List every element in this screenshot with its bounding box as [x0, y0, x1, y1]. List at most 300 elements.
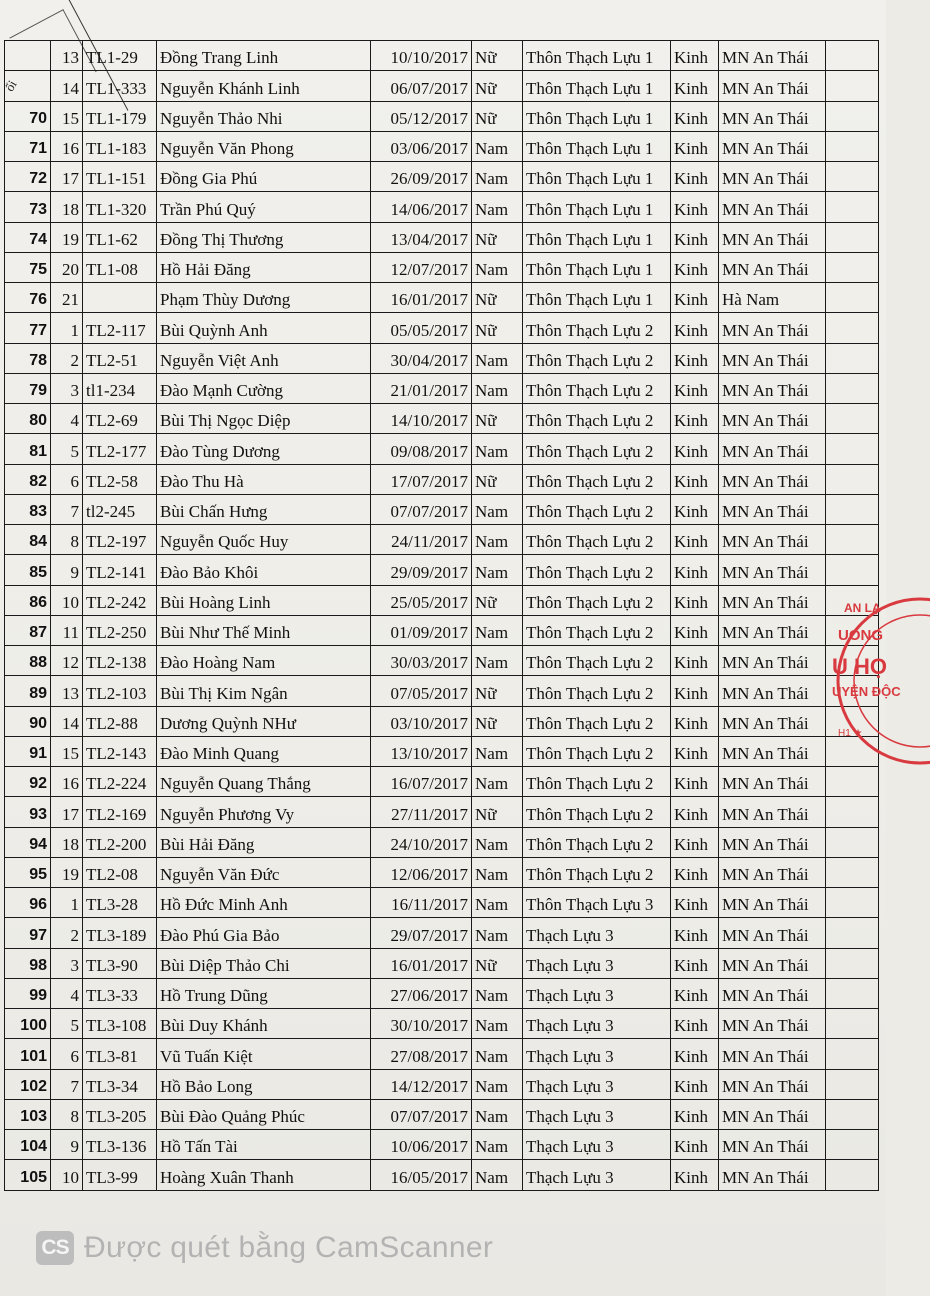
school-cell: MN An Thái — [719, 1069, 826, 1099]
ethnicity-cell: Kinh — [671, 736, 719, 766]
address-cell: Thôn Thạch Lựu 2 — [523, 827, 671, 857]
gender-cell: Nữ — [472, 797, 523, 827]
student-code-cell: TL2-58 — [83, 464, 157, 494]
school-cell: MN An Thái — [719, 71, 826, 101]
address-cell: Thạch Lựu 3 — [523, 1039, 671, 1069]
camscanner-watermark — [36, 1228, 493, 1268]
extra-cell — [826, 1130, 879, 1160]
gender-cell: Nam — [472, 494, 523, 524]
extra-cell — [826, 162, 879, 192]
class-number-cell: 3 — [51, 373, 83, 403]
extra-cell — [826, 313, 879, 343]
row-index-cell: 84 — [5, 525, 51, 555]
birth-date-cell: 07/07/2017 — [371, 1099, 472, 1129]
birth-date-cell: 29/07/2017 — [371, 918, 472, 948]
student-name-cell: Bùi Chấn Hưng — [157, 494, 371, 524]
student-code-cell: TL2-69 — [83, 404, 157, 434]
student-name-cell: Bùi Thị Ngọc Diệp — [157, 404, 371, 434]
ethnicity-cell: Kinh — [671, 404, 719, 434]
student-name-cell: Hồ Tấn Tài — [157, 1130, 371, 1160]
address-cell: Thôn Thạch Lựu 2 — [523, 797, 671, 827]
school-cell: MN An Thái — [719, 464, 826, 494]
table-row — [5, 1099, 879, 1129]
row-index-cell: 77 — [5, 313, 51, 343]
student-name-cell: Nguyễn Khánh Linh — [157, 71, 371, 101]
student-name-cell: Dương Quỳnh NHư — [157, 706, 371, 736]
student-name-cell: Đào Tùng Dương — [157, 434, 371, 464]
class-number-cell: 5 — [51, 1009, 83, 1039]
ethnicity-cell: Kinh — [671, 162, 719, 192]
gender-cell: Nam — [472, 888, 523, 918]
student-code-cell: TL2-200 — [83, 827, 157, 857]
extra-cell — [826, 646, 879, 676]
class-number-cell: 17 — [51, 162, 83, 192]
address-cell: Thôn Thạch Lựu 2 — [523, 857, 671, 887]
class-number-cell: 7 — [51, 494, 83, 524]
watermark-text: Được quét bằng CamScanner — [84, 1231, 494, 1264]
birth-date-cell: 21/01/2017 — [371, 373, 472, 403]
birth-date-cell: 24/11/2017 — [371, 525, 472, 555]
row-index-cell: 91 — [5, 736, 51, 766]
student-name-cell: Bùi Hải Đăng — [157, 827, 371, 857]
student-code-cell: TL2-197 — [83, 525, 157, 555]
student-code-cell: TL2-08 — [83, 857, 157, 887]
school-cell: MN An Thái — [719, 1160, 826, 1190]
extra-cell — [826, 585, 879, 615]
extra-cell — [826, 1160, 879, 1190]
class-number-cell: 20 — [51, 252, 83, 282]
school-cell: MN An Thái — [719, 41, 826, 71]
class-number-cell: 6 — [51, 464, 83, 494]
row-index-cell: 86 — [5, 585, 51, 615]
extra-cell — [826, 1099, 879, 1129]
student-name-cell: Nguyễn Phương Vy — [157, 797, 371, 827]
student-name-cell: Nguyễn Văn Phong — [157, 131, 371, 161]
birth-date-cell: 16/01/2017 — [371, 283, 472, 313]
extra-cell — [826, 434, 879, 464]
school-cell: MN An Thái — [719, 918, 826, 948]
school-cell: MN An Thái — [719, 888, 826, 918]
stamp-text-3: U HỌ — [832, 654, 887, 679]
ethnicity-cell: Kinh — [671, 767, 719, 797]
table-row — [5, 464, 879, 494]
student-roster-table — [1, 40, 879, 1191]
ethnicity-cell: Kinh — [671, 1069, 719, 1099]
gender-cell: Nam — [472, 192, 523, 222]
table-row — [5, 71, 879, 101]
gender-cell: Nam — [472, 615, 523, 645]
class-number-cell: 4 — [51, 978, 83, 1008]
class-number-cell: 13 — [51, 41, 83, 71]
student-name-cell: Đào Mạnh Cường — [157, 373, 371, 403]
birth-date-cell: 26/09/2017 — [371, 162, 472, 192]
class-number-cell: 7 — [51, 1069, 83, 1099]
extra-cell — [826, 192, 879, 222]
row-index-cell: 81 — [5, 434, 51, 464]
student-code-cell: TL3-189 — [83, 918, 157, 948]
student-name-cell: Hoàng Xuân Thanh — [157, 1160, 371, 1190]
ethnicity-cell: Kinh — [671, 1039, 719, 1069]
ethnicity-cell: Kinh — [671, 1160, 719, 1190]
ethnicity-cell: Kinh — [671, 434, 719, 464]
class-number-cell: 11 — [51, 615, 83, 645]
gender-cell: Nữ — [472, 404, 523, 434]
ethnicity-cell: Kinh — [671, 555, 719, 585]
row-index-cell: 85 — [5, 555, 51, 585]
student-code-cell: tl2-245 — [83, 494, 157, 524]
birth-date-cell: 13/10/2017 — [371, 736, 472, 766]
row-index-cell: 72 — [5, 162, 51, 192]
table-row — [5, 131, 879, 161]
birth-date-cell: 10/10/2017 — [371, 41, 472, 71]
student-name-cell: Bùi Thị Kim Ngân — [157, 676, 371, 706]
class-number-cell: 15 — [51, 101, 83, 131]
row-index-cell: 83 — [5, 494, 51, 524]
gender-cell: Nữ — [472, 464, 523, 494]
gender-cell: Nữ — [472, 41, 523, 71]
table-row — [5, 827, 879, 857]
gender-cell: Nam — [472, 1160, 523, 1190]
extra-cell — [826, 706, 879, 736]
birth-date-cell: 27/11/2017 — [371, 797, 472, 827]
birth-date-cell: 12/07/2017 — [371, 252, 472, 282]
birth-date-cell: 25/05/2017 — [371, 585, 472, 615]
ethnicity-cell: Kinh — [671, 615, 719, 645]
ethnicity-cell: Kinh — [671, 706, 719, 736]
school-cell: MN An Thái — [719, 222, 826, 252]
extra-cell — [826, 525, 879, 555]
table-row — [5, 555, 879, 585]
class-number-cell: 3 — [51, 948, 83, 978]
address-cell: Thạch Lựu 3 — [523, 1069, 671, 1099]
school-cell: MN An Thái — [719, 494, 826, 524]
ethnicity-cell: Kinh — [671, 252, 719, 282]
address-cell: Thôn Thạch Lựu 1 — [523, 222, 671, 252]
birth-date-cell: 30/03/2017 — [371, 646, 472, 676]
table-row — [5, 222, 879, 252]
address-cell: Thôn Thạch Lựu 2 — [523, 373, 671, 403]
table-row — [5, 162, 879, 192]
extra-cell — [826, 767, 879, 797]
table-row — [5, 857, 879, 887]
student-code-cell: TL3-28 — [83, 888, 157, 918]
extra-cell — [826, 948, 879, 978]
address-cell: Thôn Thạch Lựu 2 — [523, 676, 671, 706]
table-row — [5, 313, 879, 343]
school-cell: MN An Thái — [719, 948, 826, 978]
class-number-cell: 15 — [51, 736, 83, 766]
table-row — [5, 888, 879, 918]
row-index-cell — [5, 41, 51, 71]
student-code-cell: tl1-234 — [83, 373, 157, 403]
row-index-cell: 76 — [5, 283, 51, 313]
birth-date-cell: 03/06/2017 — [371, 131, 472, 161]
ethnicity-cell: Kinh — [671, 131, 719, 161]
school-cell: MN An Thái — [719, 1009, 826, 1039]
corner-text: ối — [1, 77, 20, 94]
extra-cell — [826, 1009, 879, 1039]
class-number-cell: 2 — [51, 918, 83, 948]
school-cell: Hà Nam — [719, 283, 826, 313]
table-row — [5, 676, 879, 706]
class-number-cell: 4 — [51, 404, 83, 434]
extra-cell — [826, 41, 879, 71]
extra-cell — [826, 373, 879, 403]
student-code-cell: TL2-224 — [83, 767, 157, 797]
student-code-cell: TL2-117 — [83, 313, 157, 343]
birth-date-cell: 10/06/2017 — [371, 1130, 472, 1160]
student-name-cell: Đào Hoàng Nam — [157, 646, 371, 676]
address-cell: Thôn Thạch Lựu 1 — [523, 162, 671, 192]
row-index-cell: 71 — [5, 131, 51, 161]
stamp-text-5: H1 ★ — [838, 728, 863, 739]
address-cell: Thạch Lựu 3 — [523, 1009, 671, 1039]
row-index-cell: 82 — [5, 464, 51, 494]
row-index-cell: 99 — [5, 978, 51, 1008]
address-cell: Thôn Thạch Lựu 2 — [523, 615, 671, 645]
student-code-cell: TL1-08 — [83, 252, 157, 282]
student-code-cell: TL2-51 — [83, 343, 157, 373]
class-number-cell: 9 — [51, 1130, 83, 1160]
birth-date-cell: 30/04/2017 — [371, 343, 472, 373]
address-cell: Thôn Thạch Lựu 3 — [523, 888, 671, 918]
extra-cell — [826, 252, 879, 282]
extra-cell — [826, 101, 879, 131]
school-cell: MN An Thái — [719, 525, 826, 555]
table-row — [5, 252, 879, 282]
ethnicity-cell: Kinh — [671, 888, 719, 918]
gender-cell: Nam — [472, 857, 523, 887]
student-code-cell: TL1-320 — [83, 192, 157, 222]
address-cell: Thạch Lựu 3 — [523, 1099, 671, 1129]
student-code-cell: TL2-143 — [83, 736, 157, 766]
address-cell: Thạch Lựu 3 — [523, 1160, 671, 1190]
birth-date-cell: 17/07/2017 — [371, 464, 472, 494]
student-code-cell: TL1-183 — [83, 131, 157, 161]
student-name-cell: Đào Phú Gia Bảo — [157, 918, 371, 948]
address-cell: Thôn Thạch Lựu 2 — [523, 343, 671, 373]
address-cell: Thạch Lựu 3 — [523, 978, 671, 1008]
birth-date-cell: 07/05/2017 — [371, 676, 472, 706]
extra-cell — [826, 222, 879, 252]
birth-date-cell: 01/09/2017 — [371, 615, 472, 645]
school-cell: MN An Thái — [719, 434, 826, 464]
student-code-cell: TL2-242 — [83, 585, 157, 615]
address-cell: Thôn Thạch Lựu 1 — [523, 283, 671, 313]
gender-cell: Nữ — [472, 585, 523, 615]
student-code-cell: TL1-29 — [83, 41, 157, 71]
gender-cell: Nam — [472, 1099, 523, 1129]
extra-cell — [826, 615, 879, 645]
row-index-cell: 102 — [5, 1069, 51, 1099]
ethnicity-cell: Kinh — [671, 646, 719, 676]
extra-cell — [826, 343, 879, 373]
ethnicity-cell: Kinh — [671, 313, 719, 343]
address-cell: Thôn Thạch Lựu 2 — [523, 767, 671, 797]
class-number-cell: 21 — [51, 283, 83, 313]
birth-date-cell: 27/06/2017 — [371, 978, 472, 1008]
class-number-cell: 8 — [51, 1099, 83, 1129]
gender-cell: Nữ — [472, 101, 523, 131]
school-cell: MN An Thái — [719, 706, 826, 736]
stamp-text-1: AN LẠ — [844, 601, 881, 615]
student-code-cell: TL3-136 — [83, 1130, 157, 1160]
address-cell: Thôn Thạch Lựu 2 — [523, 555, 671, 585]
ethnicity-cell: Kinh — [671, 797, 719, 827]
student-name-cell: Đào Bảo Khôi — [157, 555, 371, 585]
gender-cell: Nam — [472, 1069, 523, 1099]
table-row — [5, 373, 879, 403]
school-cell: MN An Thái — [719, 192, 826, 222]
student-code-cell — [83, 283, 157, 313]
birth-date-cell: 16/05/2017 — [371, 1160, 472, 1190]
extra-cell — [826, 827, 879, 857]
address-cell: Thôn Thạch Lựu 2 — [523, 585, 671, 615]
school-cell: MN An Thái — [719, 313, 826, 343]
school-cell: MN An Thái — [719, 555, 826, 585]
class-number-cell: 14 — [51, 706, 83, 736]
roster-body — [5, 41, 879, 1191]
student-name-cell: Đồng Gia Phú — [157, 162, 371, 192]
ethnicity-cell: Kinh — [671, 373, 719, 403]
class-number-cell: 5 — [51, 434, 83, 464]
birth-date-cell: 14/10/2017 — [371, 404, 472, 434]
address-cell: Thôn Thạch Lựu 2 — [523, 525, 671, 555]
address-cell: Thôn Thạch Lựu 2 — [523, 706, 671, 736]
gender-cell: Nam — [472, 252, 523, 282]
gender-cell: Nam — [472, 1039, 523, 1069]
table-row — [5, 797, 879, 827]
table-row — [5, 1039, 879, 1069]
table-row — [5, 434, 879, 464]
school-cell: MN An Thái — [719, 857, 826, 887]
address-cell: Thôn Thạch Lựu 2 — [523, 736, 671, 766]
extra-cell — [826, 797, 879, 827]
ethnicity-cell: Kinh — [671, 1130, 719, 1160]
extra-cell — [826, 283, 879, 313]
birth-date-cell: 16/07/2017 — [371, 767, 472, 797]
address-cell: Thôn Thạch Lựu 2 — [523, 646, 671, 676]
row-index-cell: 92 — [5, 767, 51, 797]
student-code-cell: TL2-88 — [83, 706, 157, 736]
student-name-cell: Hồ Bảo Long — [157, 1069, 371, 1099]
student-name-cell: Nguyễn Văn Đức — [157, 857, 371, 887]
row-index-cell: 105 — [5, 1160, 51, 1190]
birth-date-cell: 03/10/2017 — [371, 706, 472, 736]
camscanner-logo-icon: CS — [36, 1231, 74, 1265]
row-index-cell: 103 — [5, 1099, 51, 1129]
school-cell: MN An Thái — [719, 404, 826, 434]
address-cell: Thôn Thạch Lựu 1 — [523, 71, 671, 101]
student-code-cell: TL1-62 — [83, 222, 157, 252]
school-cell: MN An Thái — [719, 343, 826, 373]
gender-cell: Nam — [472, 131, 523, 161]
table-row — [5, 978, 879, 1008]
extra-cell — [826, 555, 879, 585]
student-name-cell: Bùi Đào Quảng Phúc — [157, 1099, 371, 1129]
class-number-cell: 1 — [51, 313, 83, 343]
row-index-cell: 90 — [5, 706, 51, 736]
row-index-cell: 73 — [5, 192, 51, 222]
table-row — [5, 1130, 879, 1160]
gender-cell: Nam — [472, 525, 523, 555]
school-cell: MN An Thái — [719, 736, 826, 766]
ethnicity-cell: Kinh — [671, 222, 719, 252]
ethnicity-cell: Kinh — [671, 525, 719, 555]
class-number-cell: 2 — [51, 343, 83, 373]
address-cell: Thôn Thạch Lựu 2 — [523, 434, 671, 464]
row-index-cell: 88 — [5, 646, 51, 676]
row-index-cell — [5, 71, 51, 101]
school-cell: MN An Thái — [719, 131, 826, 161]
student-name-cell: Bùi Duy Khánh — [157, 1009, 371, 1039]
school-cell: MN An Thái — [719, 646, 826, 676]
student-name-cell: Hồ Trung Dũng — [157, 978, 371, 1008]
row-index-cell: 80 — [5, 404, 51, 434]
extra-cell — [826, 978, 879, 1008]
row-index-cell: 94 — [5, 827, 51, 857]
birth-date-cell: 24/10/2017 — [371, 827, 472, 857]
ethnicity-cell: Kinh — [671, 978, 719, 1008]
row-index-cell: 75 — [5, 252, 51, 282]
student-name-cell: Hồ Đức Minh Anh — [157, 888, 371, 918]
student-name-cell: Đào Minh Quang — [157, 736, 371, 766]
gender-cell: Nữ — [472, 71, 523, 101]
birth-date-cell: 05/05/2017 — [371, 313, 472, 343]
school-cell: MN An Thái — [719, 676, 826, 706]
extra-cell — [826, 404, 879, 434]
student-code-cell: TL1-179 — [83, 101, 157, 131]
gender-cell: Nữ — [472, 222, 523, 252]
school-cell: MN An Thái — [719, 827, 826, 857]
school-cell: MN An Thái — [719, 978, 826, 1008]
birth-date-cell: 29/09/2017 — [371, 555, 472, 585]
student-name-cell: Nguyễn Việt Anh — [157, 343, 371, 373]
row-index-cell: 70 — [5, 101, 51, 131]
extra-cell — [826, 918, 879, 948]
student-name-cell: Bùi Diệp Thảo Chi — [157, 948, 371, 978]
student-code-cell: TL2-103 — [83, 676, 157, 706]
ethnicity-cell: Kinh — [671, 948, 719, 978]
school-cell: MN An Thái — [719, 1130, 826, 1160]
extra-cell — [826, 888, 879, 918]
gender-cell: Nam — [472, 827, 523, 857]
table-row — [5, 404, 879, 434]
student-code-cell: TL2-141 — [83, 555, 157, 585]
ethnicity-cell: Kinh — [671, 464, 719, 494]
extra-cell — [826, 1039, 879, 1069]
row-index-cell: 97 — [5, 918, 51, 948]
row-index-cell: 79 — [5, 373, 51, 403]
address-cell: Thôn Thạch Lựu 1 — [523, 131, 671, 161]
address-cell: Thôn Thạch Lựu 2 — [523, 313, 671, 343]
class-number-cell: 12 — [51, 646, 83, 676]
table-row — [5, 646, 879, 676]
table-row — [5, 1009, 879, 1039]
class-number-cell: 14 — [51, 71, 83, 101]
gender-cell: Nam — [472, 434, 523, 464]
table-row — [5, 706, 879, 736]
class-number-cell: 16 — [51, 131, 83, 161]
birth-date-cell: 27/08/2017 — [371, 1039, 472, 1069]
student-name-cell: Trần Phú Quý — [157, 192, 371, 222]
gender-cell: Nam — [472, 555, 523, 585]
address-cell: Thạch Lựu 3 — [523, 918, 671, 948]
ethnicity-cell: Kinh — [671, 918, 719, 948]
school-cell: MN An Thái — [719, 162, 826, 192]
address-cell: Thôn Thạch Lựu 1 — [523, 192, 671, 222]
gender-cell: Nam — [472, 343, 523, 373]
